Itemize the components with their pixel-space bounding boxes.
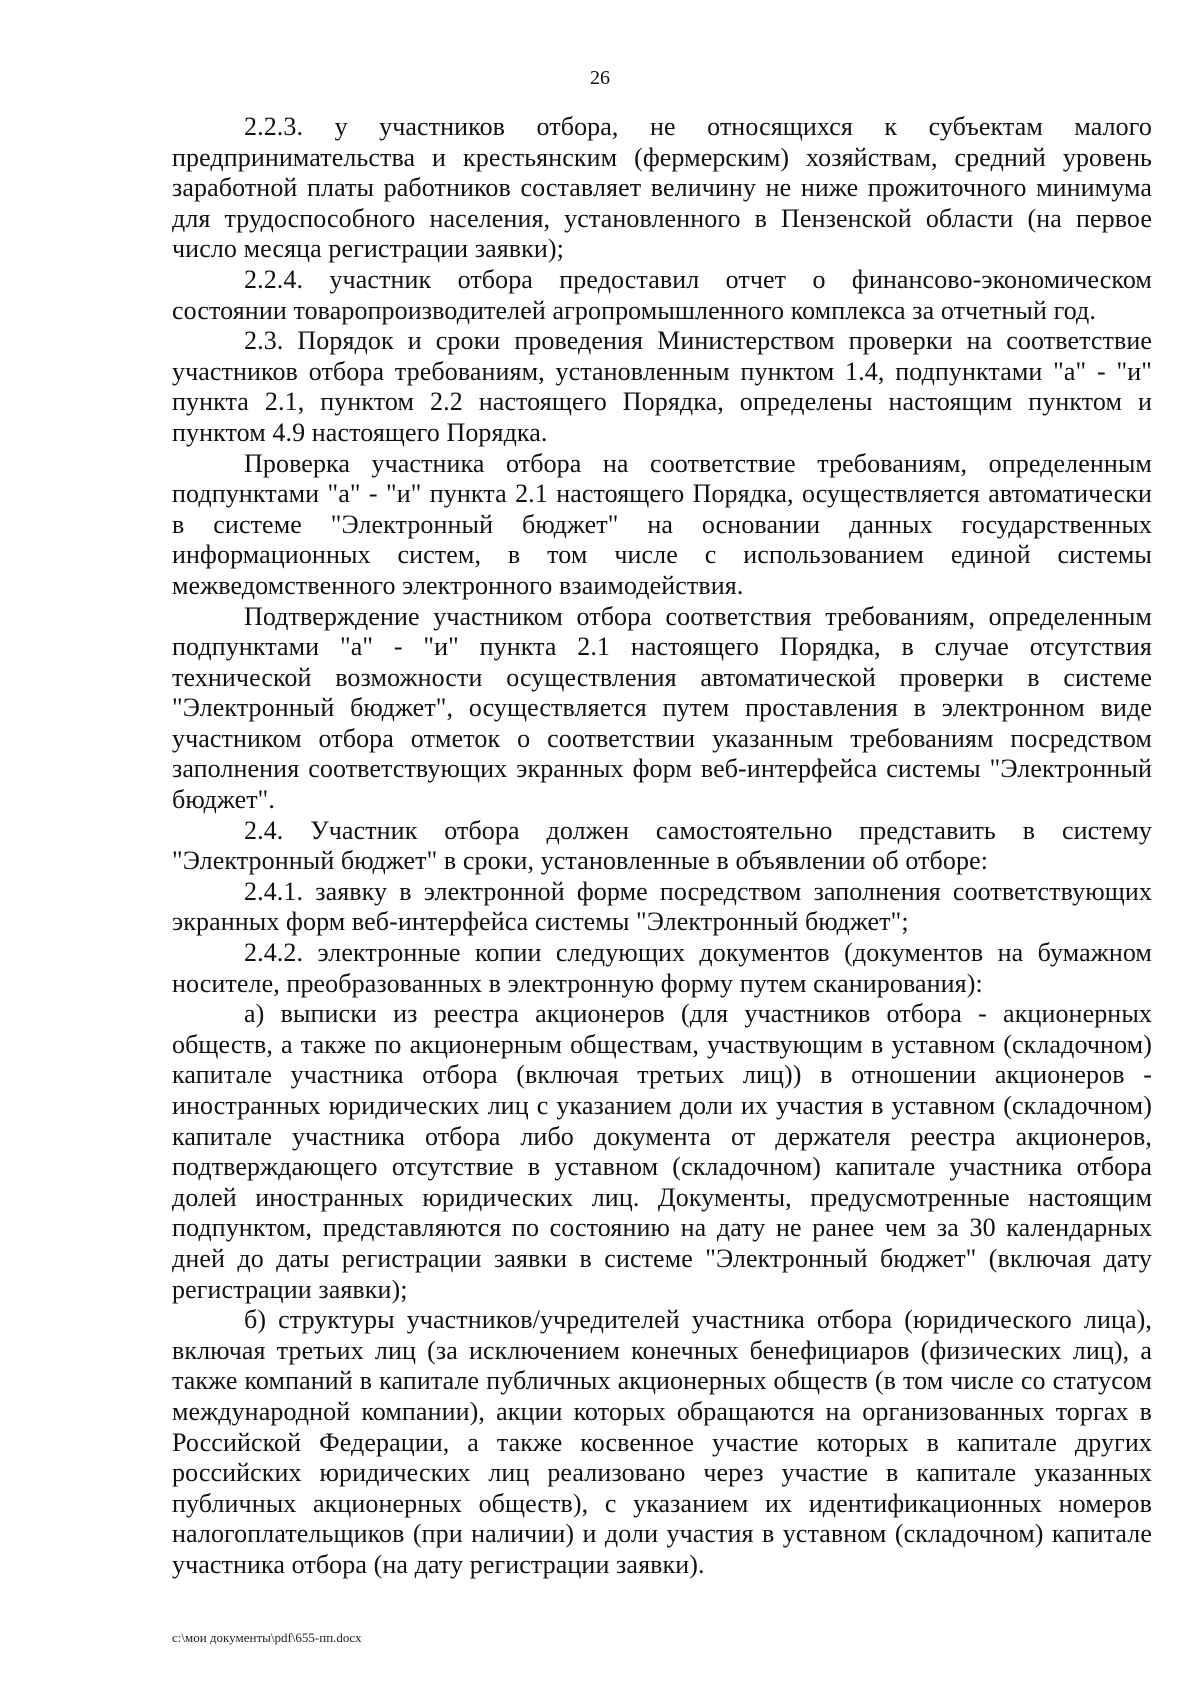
document-body: [172, 112, 1152, 1581]
footer-file-path: c:\мои документы\pdf\655-пп.docx: [172, 1630, 362, 1645]
paragraph-2-4-1: 2.4.1. заявку в электронной форме посредством заполнения соответствующих экранных форм веб-интерфейса системы "Электронный бюджет";: [172, 876, 1152, 937]
paragraph-verification: Проверка участника отбора на соответствие требованиям, определенным подпунктами "а" - "и" пункта 2.1 настоящего Порядка, осуществляется автоматически в системе "Электронный бюджет" на основании данных государственных информационных систем, в том числе с использованием единой системы межведомственного электронного взаимодействия.: [172, 448, 1152, 600]
paragraph-confirmation: Подтверждение участником отбора соответствия требованиям, определенным подпунктами "а" - "и" пункта 2.1 настоящего Порядка, в случае отсутствия технической возможности осуществления автоматической проверки в системе "Электронный бюджет", осуществляется путем проставления в электронном виде участником отбора отметок о соответствии указанным требованиям посредством заполнения соответствующих экранных форм веб-интерфейса системы "Электронный бюджет".: [172, 601, 1152, 815]
paragraph-item-a: а) выписки из реестра акционеров (для участников отбора - акционерных обществ, а также по акционерным обществам, участвующим в уставном (складочном) капитале участника отбора (включая третьих лиц)) в отношении акционеров - иностранных юридических лиц с указанием доли их участия в уставном (складочном) капитале участника отбора либо документа от держателя реестра акционеров, подтверждающего отсутствие в уставном (складочном) капитале участника отбора долей иностранных юридических лиц. Документы, предусмотренные настоящим подпунктом, представляются по состоянию на дату не ранее чем за 30 календарных дней до даты регистрации заявки в системе "Электронный бюджет" (включая дату регистрации заявки);: [172, 999, 1152, 1304]
page-number: 26: [590, 67, 610, 89]
paragraph-item-b: б) структуры участников/учредителей участника отбора (юридического лица), включая третьих лиц (за исключением конечных бенефициаров (физических лиц), а также компаний в капитале публичных акционерных обществ (в том числе со статусом международной компании), акции которых обращаются на организованных торгах в Российской Федерации, а также косвенное участие которых в капитале других российских юридических лиц реализовано через участие в капитале указанных публичных акционерных обществ), с указанием их идентификационных номеров налогоплательщиков (при наличии) и доли участия в уставном (складочном) капитале участника отбора (на дату регистрации заявки).: [172, 1305, 1152, 1579]
paragraph-2-3: 2.3. Порядок и сроки проведения Министерством проверки на соответствие участников отбора требованиям, установленным пунктом 1.4, подпунктами "а" - "и" пункта 2.1, пунктом 2.2 настоящего Порядка, определены настоящим пунктом и пунктом 4.9 настоящего Порядка.: [172, 326, 1152, 447]
paragraph-2-2-3: 2.2.3. у участников отбора, не относящихся к субъектам малого предпринимательства и крестьянским (фермерским) хозяйствам, средний уровень заработной платы работников составляет величину не ниже прожиточного минимума для трудоспособного населения, установленного в Пензенской области (на первое число месяца регистрации заявки);: [172, 112, 1152, 264]
paragraph-2-2-4: 2.2.4. участник отбора предоставил отчет о финансово-экономическом состоянии товаропроизводителей агропромышленного комплекса за отчетный год.: [172, 264, 1152, 325]
paragraph-2-4-2: 2.4.2. электронные копии следующих документов (документов на бумажном носителе, преобразованных в электронную форму путем сканирования):: [172, 938, 1152, 998]
paragraph-2-4: 2.4. Участник отбора должен самостоятельно представить в систему "Электронный бюджет" в сроки, установленные в объявлении об отборе:: [172, 815, 1152, 876]
